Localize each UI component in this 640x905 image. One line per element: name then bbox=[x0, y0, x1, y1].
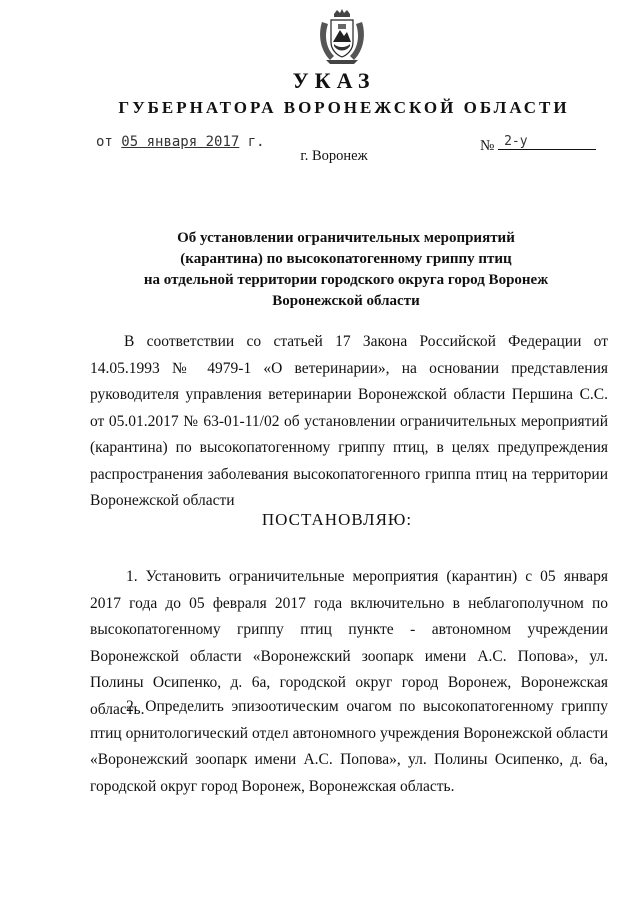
coat-of-arms-icon bbox=[316, 8, 368, 66]
decree-item-1: 1. Установить ограничительные мероприятия (карантин) с 05 января 2017 года до 05 февраля 2017 года включительно в неблагополучном по высокопатогенному гриппу птиц пункте - автономном учреждении Воронежской области «Воронежский зоопарк имени А.С. Попова», ул. Полины Осипенко, д. 6а, городской округ город Воронеж, Воронежская область. bbox=[90, 568, 608, 718]
heading-line-2: (карантина) по высокопатогенному гриппу птиц bbox=[180, 251, 512, 267]
date-value: 05 января 2017 bbox=[121, 134, 240, 150]
date-suffix: г. bbox=[247, 134, 265, 150]
heading-line-4: Воронежской области bbox=[272, 293, 420, 309]
document-title: УКАЗ bbox=[292, 68, 376, 93]
number-prefix: № bbox=[480, 138, 495, 154]
document-heading bbox=[120, 228, 572, 312]
heading-line-3: на отдельной территории городского округа город Воронеж bbox=[143, 272, 549, 288]
preamble-paragraph: В соответствии со статьей 17 Закона Российской Федерации от 14.05.1993 № 4979-1 «О ветеринарии», на основании представления руководителя управления ветеринарии Воронежской области Першина С.С. от 05.01.2017 № 63-01-11/02 об установлении ограничительных мероприятий (карантина) по высокопатогенному гриппу птиц, в целях предупреждения распространения заболевания высокопатогенного гриппа птиц на территории Воронежской области bbox=[90, 333, 608, 509]
document-city: г. Воронеж bbox=[300, 148, 368, 164]
document-subtitle: ГУБЕРНАТОРА ВОРОНЕЖСКОЙ ОБЛАСТИ bbox=[118, 98, 570, 117]
date-prefix: от bbox=[96, 134, 113, 150]
heading-line-1: Об установлении ограничительных мероприятий bbox=[177, 230, 515, 246]
decree-word: ПОСТАНОВЛЯЮ: bbox=[261, 510, 413, 529]
decree-item-2: 2. Определить эпизоотическим очагом по высокопатогенному гриппу птиц орнитологический отдел автономного учреждения Воронежской области «Воронежский зоопарк имени А.С. Попова», ул. Полины Осипенко, д. 6а, городской округ город Воронеж, Воронежская область. bbox=[90, 698, 608, 795]
number-value: 2-у bbox=[504, 134, 528, 149]
